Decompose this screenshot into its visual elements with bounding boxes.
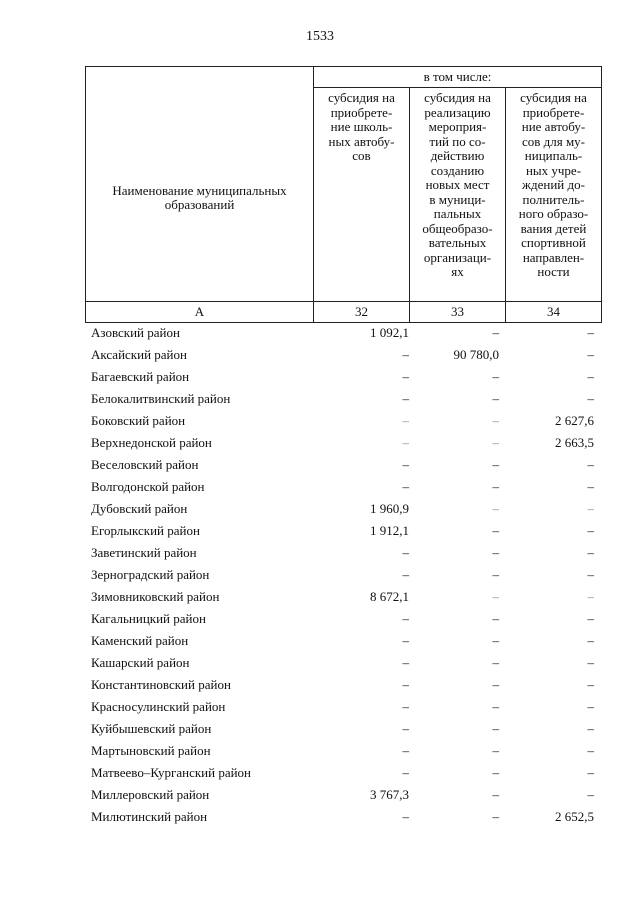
row-name: Боковский район <box>91 413 186 428</box>
row-value-33: – <box>492 677 499 692</box>
col34-line: ных учре- <box>525 162 582 178</box>
col32-header-text <box>316 91 407 164</box>
row-name: Куйбышевский район <box>91 721 212 736</box>
table-header <box>85 66 602 323</box>
row-value-32: – <box>402 435 409 450</box>
name-column-title: Наименование муниципальных образований <box>112 182 287 212</box>
row-value-33: – <box>492 479 499 494</box>
row-value-32: 1 960,9 <box>370 501 409 516</box>
row-value-34: – <box>587 589 594 604</box>
row-value-32: 1 912,1 <box>370 523 409 538</box>
table-row <box>85 674 601 696</box>
col33-header-text <box>412 91 503 280</box>
row-value-34: – <box>587 391 594 406</box>
col33-line: тий по со- <box>429 133 486 149</box>
row-name: Заветинский район <box>91 545 197 560</box>
row-name: Зимовниковский район <box>91 589 220 604</box>
row-value-33: – <box>492 655 499 670</box>
table-row <box>85 520 601 542</box>
row-value-34: 2 627,6 <box>555 413 594 428</box>
col32-line: ных автобу- <box>328 133 395 149</box>
table-row <box>85 586 601 608</box>
table-row <box>85 410 601 432</box>
row-value-32: 1 092,1 <box>370 325 409 340</box>
row-value-34: 2 652,5 <box>555 809 594 824</box>
table-row <box>85 740 601 762</box>
row-value-33: – <box>492 501 499 516</box>
table-row <box>85 454 601 476</box>
row-value-33: – <box>492 721 499 736</box>
row-value-32: – <box>402 743 409 758</box>
col32-header <box>314 88 410 302</box>
row-name: Зерноградский район <box>91 567 210 582</box>
row-value-34: – <box>587 567 594 582</box>
row-value-34: – <box>587 633 594 648</box>
col33-line: вательных <box>428 235 487 250</box>
row-name: Егорлыкский район <box>91 523 200 538</box>
row-value-33: – <box>492 743 499 758</box>
table-row <box>85 608 601 630</box>
col34-line: ждений до- <box>522 177 585 192</box>
row-value-34: – <box>587 721 594 736</box>
col34-line: субсидия на <box>520 90 587 105</box>
row-value-34: – <box>587 699 594 714</box>
table-row <box>85 784 601 806</box>
row-value-34: – <box>587 545 594 560</box>
col33-line: новых мест <box>425 177 490 192</box>
index-a: А <box>86 302 314 323</box>
col34-line: ниципаль- <box>524 148 583 163</box>
col34-line: ного образо- <box>518 206 589 221</box>
table-row <box>85 498 601 520</box>
col34-line: направлен- <box>522 249 585 265</box>
row-value-33: – <box>492 523 499 538</box>
row-value-33: – <box>492 457 499 472</box>
row-value-33: – <box>492 699 499 714</box>
row-value-33: – <box>492 391 499 406</box>
col34-line: ние автобу- <box>521 119 586 134</box>
table-row <box>85 542 601 564</box>
row-value-32: – <box>402 369 409 384</box>
row-value-33: – <box>492 589 499 604</box>
row-name: Верхнедонской район <box>91 435 212 450</box>
row-value-32: – <box>402 633 409 648</box>
table-row <box>85 476 601 498</box>
table-row <box>85 344 601 366</box>
row-value-32: – <box>402 413 409 428</box>
row-value-34: – <box>587 479 594 494</box>
col34-line: приобрете- <box>522 104 585 120</box>
name-column-header <box>86 67 314 302</box>
row-value-34: – <box>587 611 594 626</box>
col32-line: приобрете- <box>330 104 393 120</box>
row-value-34: – <box>587 743 594 758</box>
col33-line: организаци- <box>423 249 492 265</box>
row-name: Милютинский район <box>91 809 208 824</box>
row-value-33: – <box>492 567 499 582</box>
row-value-32: – <box>402 611 409 626</box>
table-row <box>85 630 601 652</box>
row-name: Волгодонской район <box>91 479 205 494</box>
row-value-34: – <box>587 677 594 692</box>
col33-line: ях <box>451 264 464 279</box>
col34-line: ности <box>537 264 570 279</box>
col32-line: сов <box>352 148 371 163</box>
index-33: 33 <box>410 302 506 323</box>
col32-line: субсидия на <box>328 90 395 105</box>
row-value-33: – <box>492 787 499 802</box>
row-name: Веселовский район <box>91 457 199 472</box>
col34-line: спортивной <box>521 235 586 250</box>
row-value-34: – <box>587 347 594 362</box>
row-name: Багаевский район <box>91 369 190 384</box>
row-value-32: 3 767,3 <box>370 787 409 802</box>
row-name: Красносулинский район <box>91 699 226 714</box>
index-34: 34 <box>506 302 602 323</box>
row-name: Аксайский район <box>91 347 187 362</box>
col34-line: вания детей <box>520 220 587 236</box>
table-row <box>85 322 601 344</box>
row-value-32: – <box>402 479 409 494</box>
row-value-32: – <box>402 699 409 714</box>
row-value-34: – <box>587 523 594 538</box>
row-value-34: – <box>587 457 594 472</box>
row-value-33: – <box>492 369 499 384</box>
row-value-33: – <box>492 545 499 560</box>
table-row <box>85 432 601 454</box>
row-value-32: – <box>402 809 409 824</box>
page-number: 1533 <box>306 29 334 44</box>
col33-line: субсидия на <box>424 90 491 105</box>
col34-line: полнитель- <box>522 191 585 207</box>
table-row <box>85 696 601 718</box>
col33-line: реализацию <box>424 104 491 120</box>
row-name: Кашарский район <box>91 655 190 670</box>
row-value-32: – <box>402 655 409 670</box>
row-value-32: – <box>402 721 409 736</box>
row-value-32: – <box>402 457 409 472</box>
row-value-33: – <box>492 765 499 780</box>
row-value-34: – <box>587 655 594 670</box>
row-value-32: – <box>402 391 409 406</box>
row-value-34: – <box>587 501 594 516</box>
row-name: Дубовский район <box>91 501 188 516</box>
table-row <box>85 564 601 586</box>
row-value-34: – <box>587 765 594 780</box>
row-value-33: – <box>492 611 499 626</box>
row-name: Константиновский район <box>91 677 231 692</box>
row-value-34: 2 663,5 <box>555 435 594 450</box>
index-32: 32 <box>314 302 410 323</box>
table-row <box>85 388 601 410</box>
row-value-32: – <box>402 567 409 582</box>
row-value-33: – <box>492 325 499 340</box>
row-value-34: – <box>587 369 594 384</box>
row-name: Каменский район <box>91 633 189 648</box>
row-name: Кагальницкий район <box>91 611 206 626</box>
row-value-32: – <box>402 765 409 780</box>
row-name: Азовский район <box>91 325 180 340</box>
col33-header <box>410 88 506 302</box>
row-value-32: – <box>402 545 409 560</box>
table-row <box>85 762 601 784</box>
col34-line: сов для му- <box>521 133 586 149</box>
col33-line: мероприя- <box>428 119 487 134</box>
table-row <box>85 652 601 674</box>
row-name: Матвеево–Курганский район <box>91 765 252 780</box>
table-row <box>85 718 601 740</box>
row-name: Мартыновский район <box>91 743 211 758</box>
table-body <box>85 322 601 828</box>
row-name: Белокалитвинский район <box>91 391 231 406</box>
col33-line: общеобразо- <box>422 220 493 236</box>
row-value-34: – <box>587 787 594 802</box>
row-value-33: – <box>492 809 499 824</box>
row-value-34: – <box>587 325 594 340</box>
row-name: Миллеровский район <box>91 787 210 802</box>
row-value-32: 8 672,1 <box>370 589 409 604</box>
row-value-33: – <box>492 633 499 648</box>
table-row <box>85 366 601 388</box>
col33-line: действию <box>430 148 485 163</box>
table-row <box>85 806 601 828</box>
row-value-33: – <box>492 435 499 450</box>
col33-line: в муници- <box>429 191 486 207</box>
col33-line: пальных <box>433 206 482 221</box>
col34-header-text <box>508 91 599 280</box>
row-value-33: 90 780,0 <box>453 347 499 362</box>
row-value-32: – <box>402 677 409 692</box>
row-value-33: – <box>492 413 499 428</box>
including-header: в том числе: <box>314 67 602 88</box>
col34-header <box>506 88 602 302</box>
col33-line: созданию <box>430 162 485 178</box>
row-value-32: – <box>402 347 409 362</box>
col32-line: ние школь- <box>330 119 393 134</box>
